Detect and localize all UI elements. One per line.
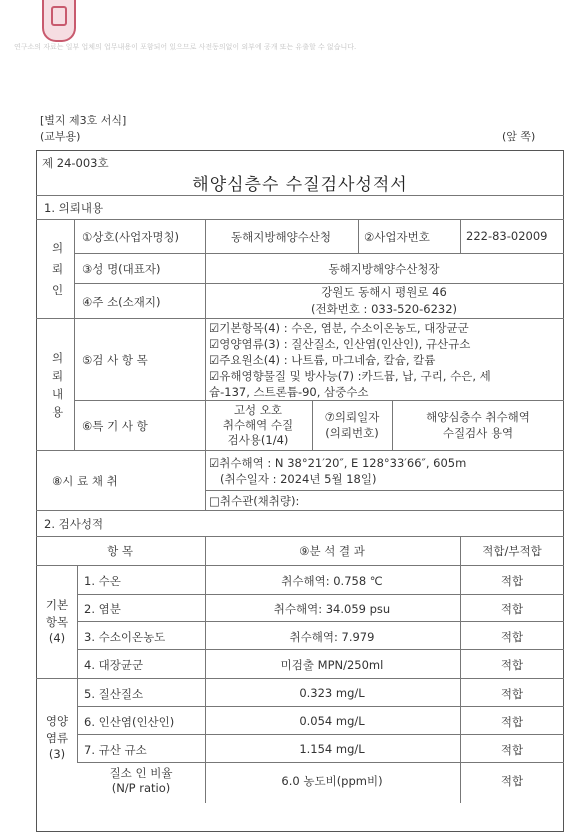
requester-label-2: 뢰 <box>52 262 64 276</box>
special-label: ⑥특 기 사 항 <box>82 419 148 433</box>
row-7-item: 7. 규산 규소 <box>84 743 147 757</box>
row-5-pass: 적합 <box>500 687 524 701</box>
col-pass-header: 적합/부적합 <box>482 544 542 558</box>
copy-type: (교부용) <box>40 130 81 143</box>
items-line-1: ☑기본항목(4) : 수온, 염분, 수소이온농도, 대장균군 <box>209 321 469 335</box>
group-nutrient-2: 염류 <box>45 731 69 745</box>
row-5-item: 5. 질산질소 <box>84 687 144 701</box>
row-4-result: 미검출 MPN/250ml <box>280 658 384 672</box>
name-value: 동해지방해양수산청장 <box>328 262 440 276</box>
row-6-result: 0.054 mg/L <box>299 714 365 728</box>
page-title: 해양심층수 수질검사성적서 <box>192 175 408 195</box>
section-1-title: 1. 의뢰내용 <box>44 201 104 215</box>
row-2-pass: 적합 <box>500 602 524 616</box>
confidential-watermark: 연구소의 자료는 일부 업체의 업무내용이 포함되어 있으므로 사전동의없이 외부에 공개 또는 유출할 수 없습니다. <box>14 43 357 51</box>
group-nutrient-1: 영양 <box>45 714 69 728</box>
request-label-4: 용 <box>52 405 64 419</box>
row-6-item: 6. 인산염(인산인) <box>84 715 175 729</box>
col-result-header: ⑨분 석 결 과 <box>299 544 365 558</box>
purpose-line-1: 해양심층수 취수해역 <box>426 410 530 424</box>
purpose-line-2: 수질검사 용역 <box>442 426 514 440</box>
company-value: 동해지방해양수산청 <box>231 230 331 244</box>
row-3-pass: 적합 <box>500 630 524 644</box>
request-label-1: 의 <box>52 351 64 365</box>
request-date-label: ⑦의뢰일자 <box>324 410 380 424</box>
page-side: (앞 쪽) <box>502 130 536 143</box>
doc-number: 제 24-003호 <box>42 156 109 170</box>
special-line-3: 검사용(1/4) <box>227 433 289 447</box>
row-2-result: 취수해역: 34.059 psu <box>273 602 391 616</box>
row-5-result: 0.323 mg/L <box>299 686 365 700</box>
company-label: ①상호(사업자명칭) <box>82 230 180 244</box>
sampling-label: ⑧시 료 채 취 <box>52 474 118 488</box>
group-basic-2: 항목 <box>45 615 69 629</box>
requester-label-3: 인 <box>52 283 64 297</box>
seal-stamp-icon <box>42 0 76 42</box>
row-2-item: 2. 염분 <box>84 602 121 616</box>
ratio-item-line-1: 질소 인 비율 <box>109 766 173 780</box>
address-value: 강원도 동해시 평원로 46 <box>321 285 447 299</box>
items-line-3: ☑주요원소(4) : 나트륨, 마그네슘, 칼슘, 칼륨 <box>209 353 436 367</box>
phone-value: (전화번호 : 033-520-6232) <box>310 302 458 316</box>
ratio-result: 6.0 농도비(ppm비) <box>281 774 383 788</box>
sampling-line-1: ☑취수해역 : N 38°21′20″, E 128°33′66″, 605m <box>209 456 467 470</box>
items-line-2: ☑영양염류(3) : 질산질소, 인산염(인산인), 규산규소 <box>209 337 471 351</box>
row-3-item: 3. 수소이온농도 <box>84 630 166 644</box>
row-4-item: 4. 대장균군 <box>84 658 144 672</box>
col-item-header: 항 목 <box>107 544 133 558</box>
group-nutrient-3: (3) <box>48 747 66 761</box>
request-label-3: 내 <box>52 387 64 401</box>
row-1-result: 취수해역: 0.758 ℃ <box>281 574 383 588</box>
row-1-pass: 적합 <box>500 574 524 588</box>
items-line-4: ☑유해영향물질 및 방사능(7) :카드뮴, 납, 구리, 수은, 세 <box>209 369 491 383</box>
row-3-result: 취수해역: 7.979 <box>289 630 375 644</box>
address-label: ④주 소(소재지) <box>82 295 161 309</box>
row-1-item: 1. 수온 <box>84 574 121 588</box>
bizno-value: 222-83-02009 <box>466 229 548 243</box>
items-label: ⑤검 사 항 목 <box>82 353 148 367</box>
request-number-label: (의뢰번호) <box>325 426 379 440</box>
row-7-result: 1.154 mg/L <box>299 742 365 756</box>
ratio-pass: 적합 <box>500 774 524 788</box>
bizno-label: ②사업자번호 <box>364 230 430 244</box>
sampling-line-2: (취수일자 : 2024년 5월 18일) <box>220 472 377 486</box>
row-7-pass: 적합 <box>500 743 524 757</box>
row-4-pass: 적합 <box>500 658 524 672</box>
name-label: ③성 명(대표자) <box>82 262 161 276</box>
request-label-2: 뢰 <box>52 369 64 383</box>
requester-label-1: 의 <box>52 241 64 255</box>
row-6-pass: 적합 <box>500 715 524 729</box>
special-line-1: 고성 오호 <box>233 403 283 417</box>
group-basic-1: 기본 <box>45 598 69 612</box>
form-number: [별지 제3호 서식] <box>40 114 127 127</box>
sampling-line-3: □취수관(채취량): <box>209 494 300 508</box>
items-line-5: 슘-137, 스트론튬-90, 삼중수소 <box>209 385 369 399</box>
special-line-2: 취수해역 수질 <box>222 418 294 432</box>
section-2-title: 2. 검사성적 <box>44 517 104 531</box>
ratio-item-line-2: (N/P ratio) <box>111 781 171 795</box>
group-basic-3: (4) <box>48 631 66 645</box>
